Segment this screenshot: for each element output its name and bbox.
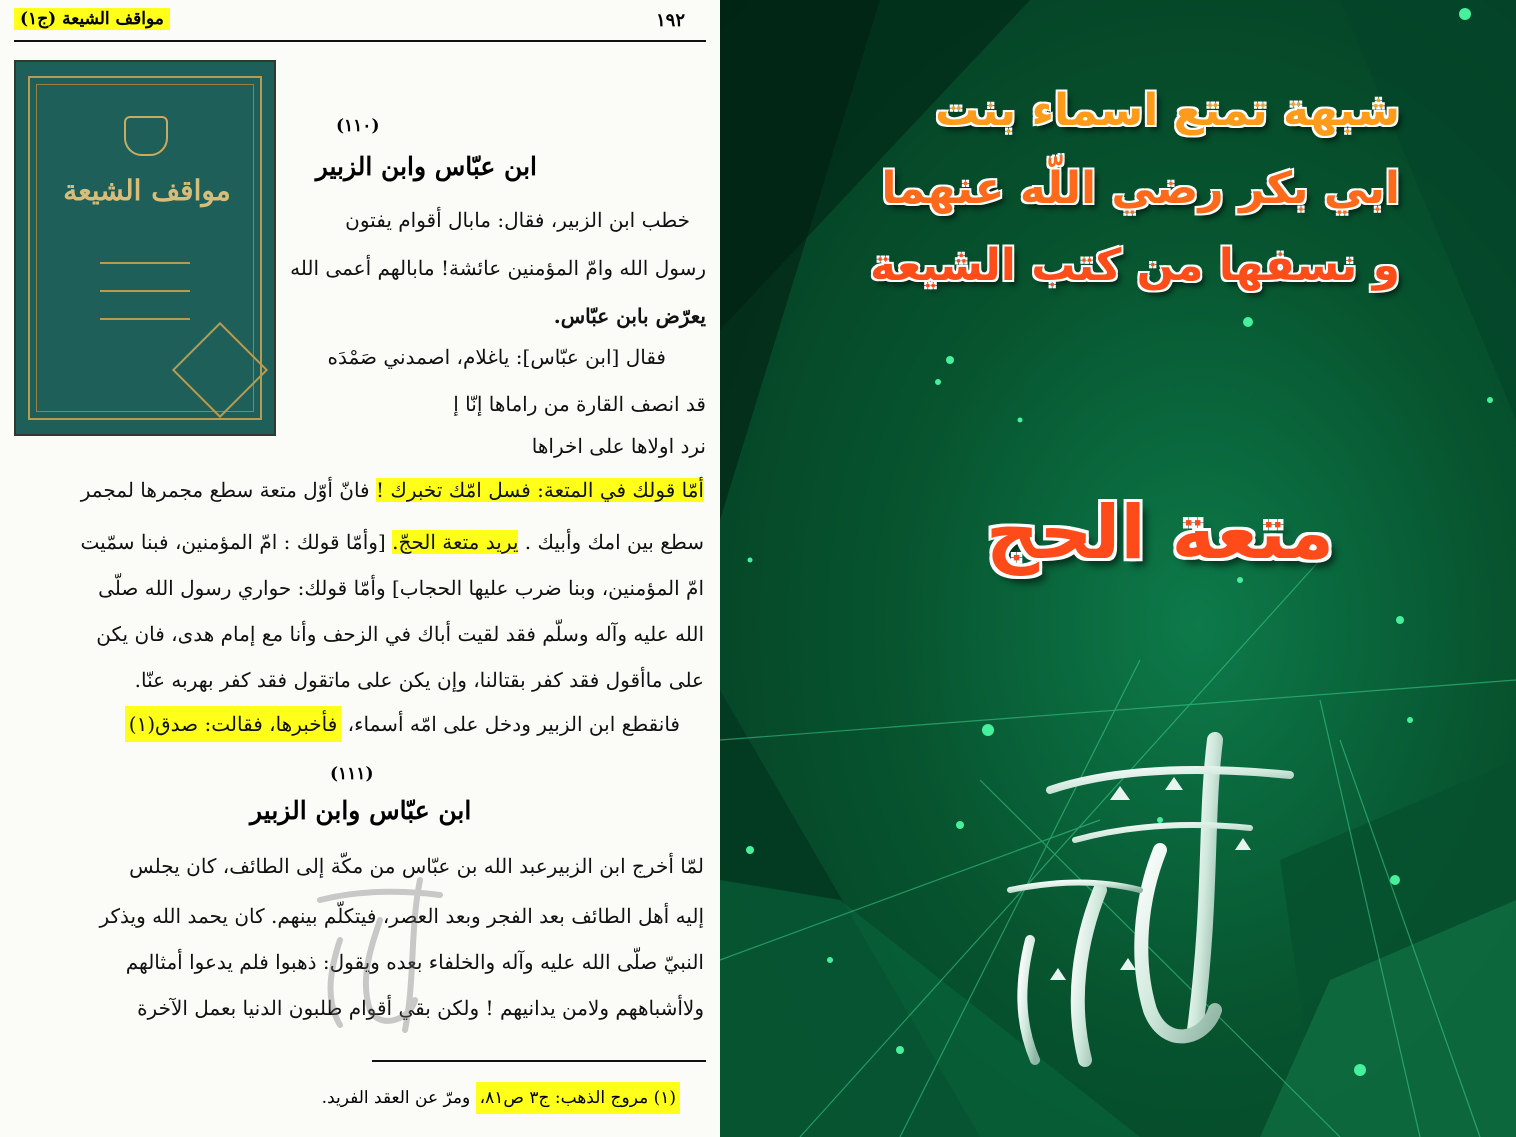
text-line: سطع بين امك وأبيك . يريد متعة الحجّ. [وأمّا قولك : امّ المؤمنين، فبنا سمّيت [80,530,704,554]
text-line: ولاأشباههم ولامن يدانيهم ! ولكن بقي أقوام طلبون الدنيا بعمل الآخرة [137,996,704,1020]
book-page-scan [0,0,720,1137]
cover-line [100,290,190,292]
text-line: إليه أهل الطائف بعد الفجر وبعد العصر، فيتكلّم بينهم. كان يحمد الله ويذكر [99,904,704,928]
text-line: خطب ابن الزبير، فقال: مابال أقوام يفتون [345,208,690,232]
footnote: (١) مروج الذهب: ج٣ ص٨١، ومرّ عن العقد الفريد. [322,1088,680,1108]
section-number: (١١١) [330,764,374,784]
text-line: رسول الله وامّ المؤمنين عائشة! مابالهم أعمى الله [290,256,706,280]
highlight: (١) مروج الذهب: ج٣ ص٨١، [476,1082,680,1114]
highlight: فأخبرها، فقالت: صدق(١) [125,706,342,742]
text-line: فانقطع ابن الزبير ودخل على امّه أسماء، فأخبرها، فقالت: صدق(١) [125,712,680,736]
heading-clip [282,148,537,192]
text-line: النبيّ صلّى الله عليه وآله والخلفاء بعده ويقول: ذهبوا فلم يدعوا أمثالهم [125,950,704,974]
watermark-signature [300,860,450,1050]
poster-title-line: ابي بكر رضي اللّه عنهما [881,163,1400,214]
highlight: يريد متعة الحجّ. [392,530,519,554]
text-line: الله عليه وآله وسلّم فقد لقيت أباك في الزحف وأنا مع إمام هدى، فان يكن [96,622,704,646]
page-number: ١٩٢ [656,10,686,31]
cover-emblem-icon [124,116,168,156]
text-beside-cover [282,200,706,460]
cover-line [100,262,190,264]
running-head: مواقف الشيعة (ج١) [14,8,170,30]
text-line: لمّا أخرج ابن الزبيرعبد الله بن عبّاس من مكّة إلى الطائف، كان يجلس [129,854,704,878]
section-heading: ابن عبّاس وابن الزبير [250,796,472,825]
section-heading: ابن عبّاس وابن الزبير [315,152,537,181]
section-number: (١١٠) [336,116,380,136]
signature-calligraphy-logo [990,730,1300,1090]
highlight: أمّا قولك في المتعة: فسل امّك تخبرك ! [375,478,704,502]
footnote-rule [372,1060,706,1062]
book-cover-image [14,60,276,436]
text-line: فقال [ابن عبّاس]: ياغلام، اصمدني صَمْدَه [327,345,666,369]
text-line: أمّا قولك في المتعة: فسل امّك تخبرك ! فانّ أوّل متعة سطع مجمرها لمجمر [80,478,704,502]
poster-title-line: و نسفها من كتب الشيعة [870,240,1400,291]
poster-topic: متعة الحج [985,490,1335,576]
verse-line: نرد اولاها على اخراها [531,434,706,458]
text-line: على ماأقول فقد كفر بقتالنا، وإن يكن على ماتقول فقد كفر بهربه عنّا. [134,668,704,692]
cover-title: مواقف الشيعة [63,174,231,207]
verse-line: قد انصف القارة من راماها إنّا إ [453,392,706,416]
poster-panel [720,0,1516,1137]
cover-line [100,318,190,320]
text-line: امّ المؤمنين، وبنا ضرب عليها الحجاب] وأمّا قولك: حواري رسول الله صلّى [98,576,704,600]
header-rule [14,40,706,42]
poster-title-line: شبهة تمتع اسماء بنت [935,85,1400,136]
text-line: يعرّض بابن عبّاس. [553,304,706,328]
